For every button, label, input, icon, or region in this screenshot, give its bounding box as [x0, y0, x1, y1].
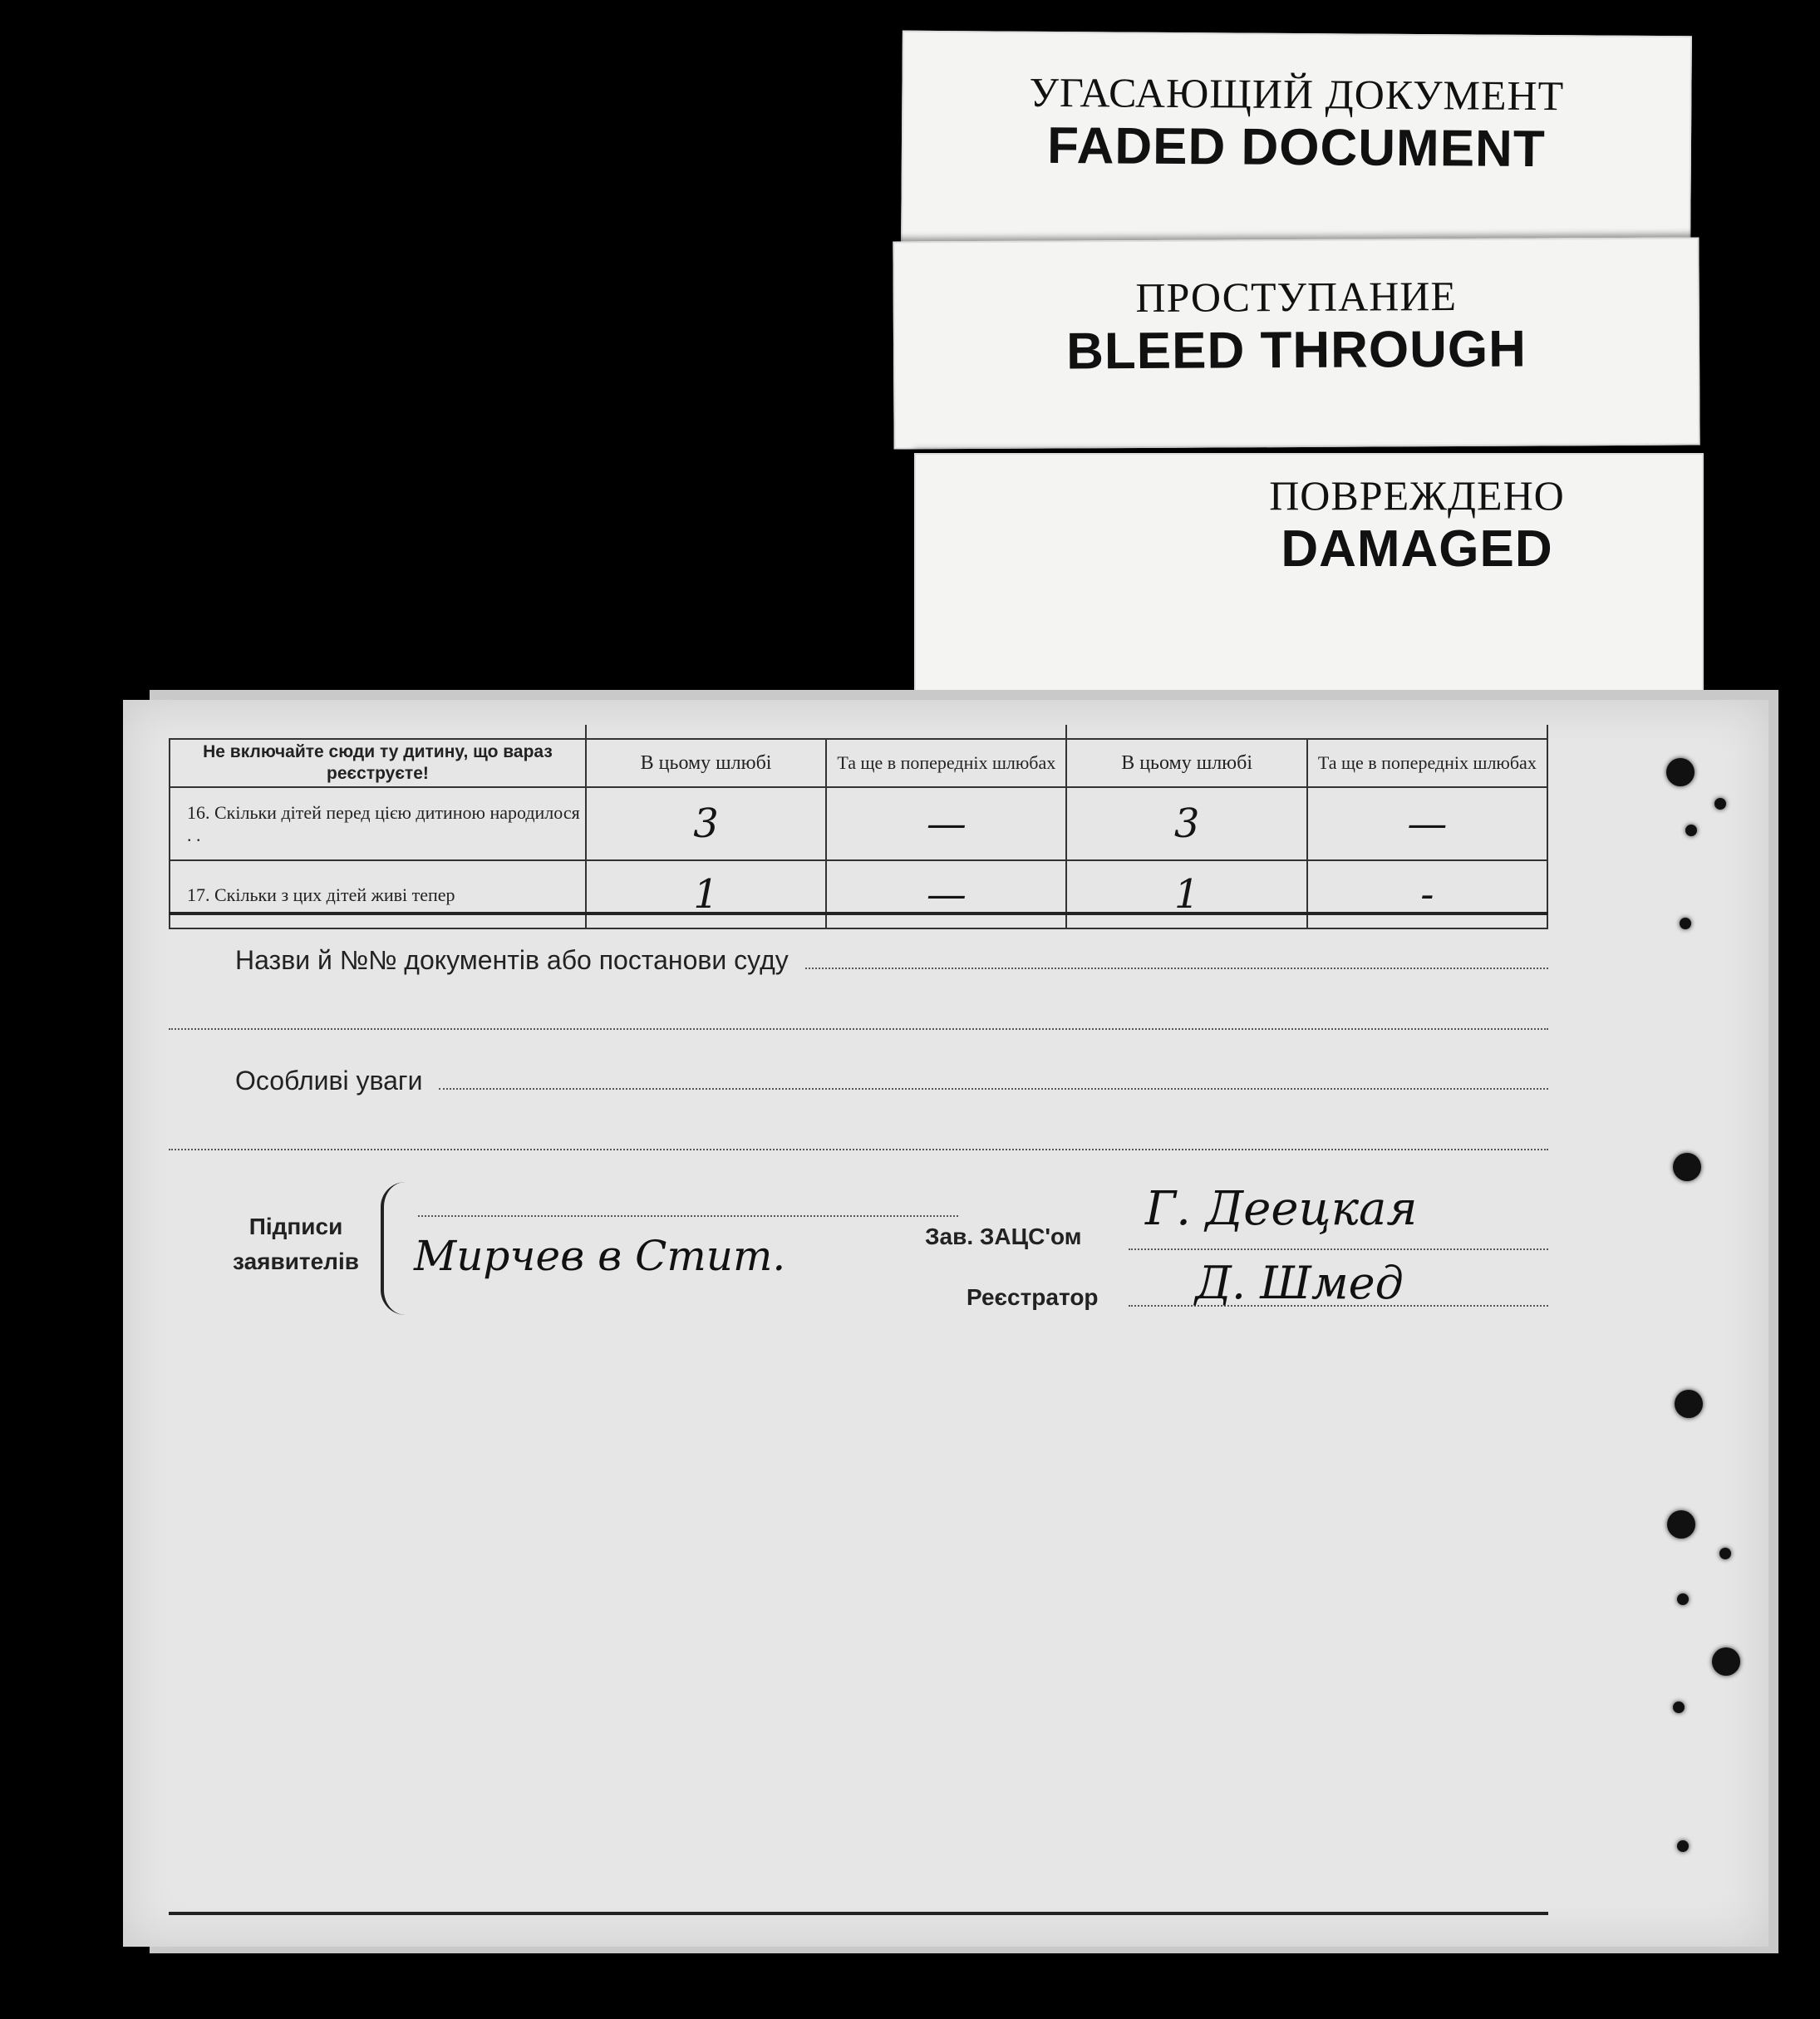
remarks-label: Особливі уваги — [235, 1066, 423, 1096]
punch-hole — [1677, 1840, 1689, 1852]
row-value: 1 — [586, 860, 826, 928]
slip-faded-en: FADED DOCUMENT — [1046, 116, 1546, 179]
row-question: 16. Скільки дітей перед цією дитиною народилося . . — [170, 787, 586, 860]
slip-damaged-ru: ПОВРЕЖДЕНО — [1269, 472, 1565, 519]
table-bottom-rule — [169, 912, 1548, 915]
punch-hole — [1673, 1153, 1701, 1181]
row-question: 17. Скільки з цих дітей живі тепер — [170, 860, 586, 928]
bleed-through-slip — [893, 237, 1699, 449]
row-value: — — [826, 860, 1066, 928]
registrar-label: Реєстратор — [967, 1284, 1099, 1310]
punch-hole — [1675, 1390, 1703, 1418]
row-value: 1 — [1066, 860, 1306, 928]
documents-row — [169, 945, 1548, 976]
slip-faded-ru: УГАСАЮЩИЙ ДОКУМЕНТ — [1029, 68, 1565, 120]
slip-bleed-ru: ПРОСТУПАНИЕ — [1135, 272, 1458, 322]
column-header: В цьому шлюбі — [1066, 739, 1306, 787]
head-signature: Г. Деецкая — [1145, 1182, 1418, 1236]
damaged-slip — [914, 453, 1704, 694]
slip-damaged-en: DAMAGED — [1281, 520, 1553, 578]
documents-label: Назви й №№ документів або постанови суду — [235, 945, 789, 975]
row-value: — — [826, 787, 1066, 860]
children-count-table — [169, 725, 1548, 929]
row-value: 3 — [586, 787, 826, 860]
document-sheet — [123, 700, 1768, 1947]
punch-hole — [1685, 825, 1697, 836]
punch-hole — [1712, 1647, 1740, 1676]
punch-hole — [1719, 1548, 1731, 1559]
column-header: В цьому шлюбі — [586, 739, 826, 787]
applicants-brace — [381, 1182, 409, 1315]
punch-hole — [1666, 758, 1695, 786]
table-row — [170, 787, 1547, 860]
punch-hole — [1667, 1510, 1695, 1539]
punch-hole — [1714, 798, 1726, 810]
head-label: Зав. ЗАЦС'ом — [925, 1224, 1082, 1249]
row-value: 3 — [1066, 787, 1306, 860]
applicants-label-line1: Підписи — [248, 1214, 343, 1239]
row-value: - — [1307, 860, 1547, 928]
remarks-field — [439, 1066, 1548, 1090]
column-header: Та ще в попередніх шлюбах — [1307, 739, 1547, 787]
punch-hole — [1677, 1593, 1689, 1605]
applicant-sign-line — [418, 1215, 958, 1217]
row-value: — — [1307, 787, 1547, 860]
punch-hole — [1673, 1701, 1685, 1713]
table-row — [170, 860, 1547, 928]
remarks-row — [169, 1066, 1548, 1096]
applicants-label — [221, 1209, 371, 1279]
applicant-signature: Мирчев в Стит. — [414, 1232, 786, 1280]
column-header: Та ще в попередніх шлюбах — [826, 739, 1066, 787]
applicants-label-line2: заявителів — [233, 1248, 359, 1274]
documents-field — [805, 946, 1548, 969]
registrar-signature: Д. Шмед — [1195, 1257, 1404, 1309]
slip-bleed-en: BLEED THROUGH — [1065, 320, 1527, 381]
table-head-note: Не включайте сюди ту дитину, що вараз реєструєте! — [170, 739, 586, 787]
punch-hole — [1680, 918, 1691, 929]
bottom-rule — [169, 1912, 1548, 1915]
documents-field-line — [169, 1028, 1548, 1030]
head-sign-line — [1129, 1248, 1548, 1250]
faded-document-slip — [901, 31, 1692, 253]
remarks-field-line — [169, 1149, 1548, 1150]
